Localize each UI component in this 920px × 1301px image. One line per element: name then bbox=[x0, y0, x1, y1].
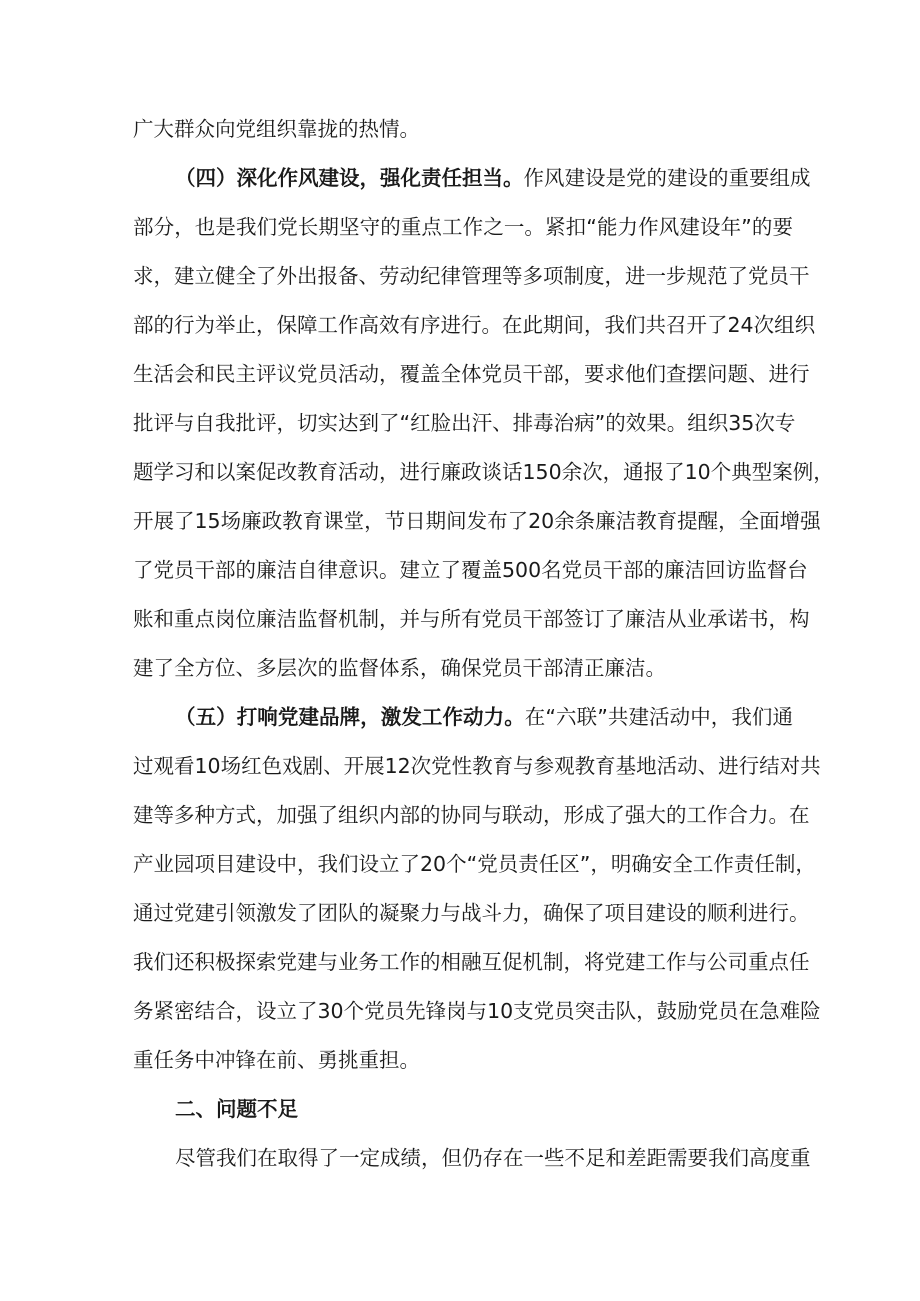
paragraph-line: 部分，也是我们党长期坚守的重点工作之一。紧扣“能力作风建设年”的要 bbox=[133, 215, 793, 239]
paragraph-first-text: 在“六联”共建活动中，我们通 bbox=[524, 705, 793, 729]
paragraph-line: 生活会和民主评议党员活动，覆盖全体党员干部，要求他们查摆问题、进行 bbox=[133, 362, 810, 386]
paragraph-heading: （四）深化作风建设，强化责任担当。 bbox=[175, 166, 524, 190]
paragraph-line: 重任务中冲锋在前、勇挑重担。 bbox=[133, 1048, 420, 1072]
paragraph-line: 务紧密结合，设立了30个党员先锋岗与10支党员突击队，鼓励党员在急难险 bbox=[133, 999, 821, 1023]
paragraph-line: 开展了15场廉政教育课堂，节日期间发布了20余条廉洁教育提醒，全面增强 bbox=[133, 509, 821, 533]
paragraph-line: 过观看10场红色戏剧、开展12次党性教育与参观教育基地活动、进行结对共 bbox=[133, 754, 821, 778]
paragraph-first-line bbox=[175, 163, 811, 193]
paragraph-line: 产业园项目建设中，我们设立了20个“党员责任区”，明确安全工作责任制， bbox=[133, 852, 816, 876]
paragraph-line: 通过党建引领激发了团队的凝聚力与战斗力，确保了项目建设的顺利进行。 bbox=[133, 901, 810, 925]
paragraph-heading: （五）打响党建品牌，激发工作动力。 bbox=[175, 705, 525, 729]
paragraph-line: 账和重点岗位廉洁监督机制，并与所有党员干部签订了廉洁从业承诺书，构 bbox=[133, 607, 810, 631]
paragraph-line: 求，建立健全了外出报备、劳动纪律管理等多项制度，进一步规范了党员干 bbox=[133, 264, 810, 288]
section-heading: 二、问题不足 bbox=[175, 1097, 298, 1121]
paragraph-line: 批评与自我批评，切实达到了“红脸出汗、排毒治病”的效果。组织35次专 bbox=[133, 411, 796, 435]
paragraph-line: 了党员干部的廉洁自律意识。建立了覆盖500名党员干部的廉洁回访监督台 bbox=[133, 558, 808, 582]
paragraph-line: 广大群众向党组织靠拢的热情。 bbox=[133, 117, 420, 141]
paragraph-line: 部的行为举止，保障工作高效有序进行。在此期间，我们共召开了24次组织 bbox=[133, 313, 816, 337]
paragraph-line: 尽管我们在取得了一定成绩，但仍存在一些不足和差距需要我们高度重 bbox=[175, 1146, 811, 1170]
paragraph-line: 题学习和以案促改教育活动，进行廉政谈话150余次，通报了10个典型案例， bbox=[133, 460, 834, 484]
paragraph-line: 建等多种方式，加强了组织内部的协同与联动，形成了强大的工作合力。在 bbox=[133, 803, 810, 827]
paragraph-first-text: 作风建设是党的建设的重要组成 bbox=[523, 166, 811, 190]
paragraph-first-line bbox=[175, 702, 793, 732]
paragraph-line: 建了全方位、多层次的监督体系，确保党员干部清正廉洁。 bbox=[133, 656, 666, 680]
paragraph-line: 我们还积极探索党建与业务工作的相融互促机制，将党建工作与公司重点任 bbox=[133, 950, 810, 974]
